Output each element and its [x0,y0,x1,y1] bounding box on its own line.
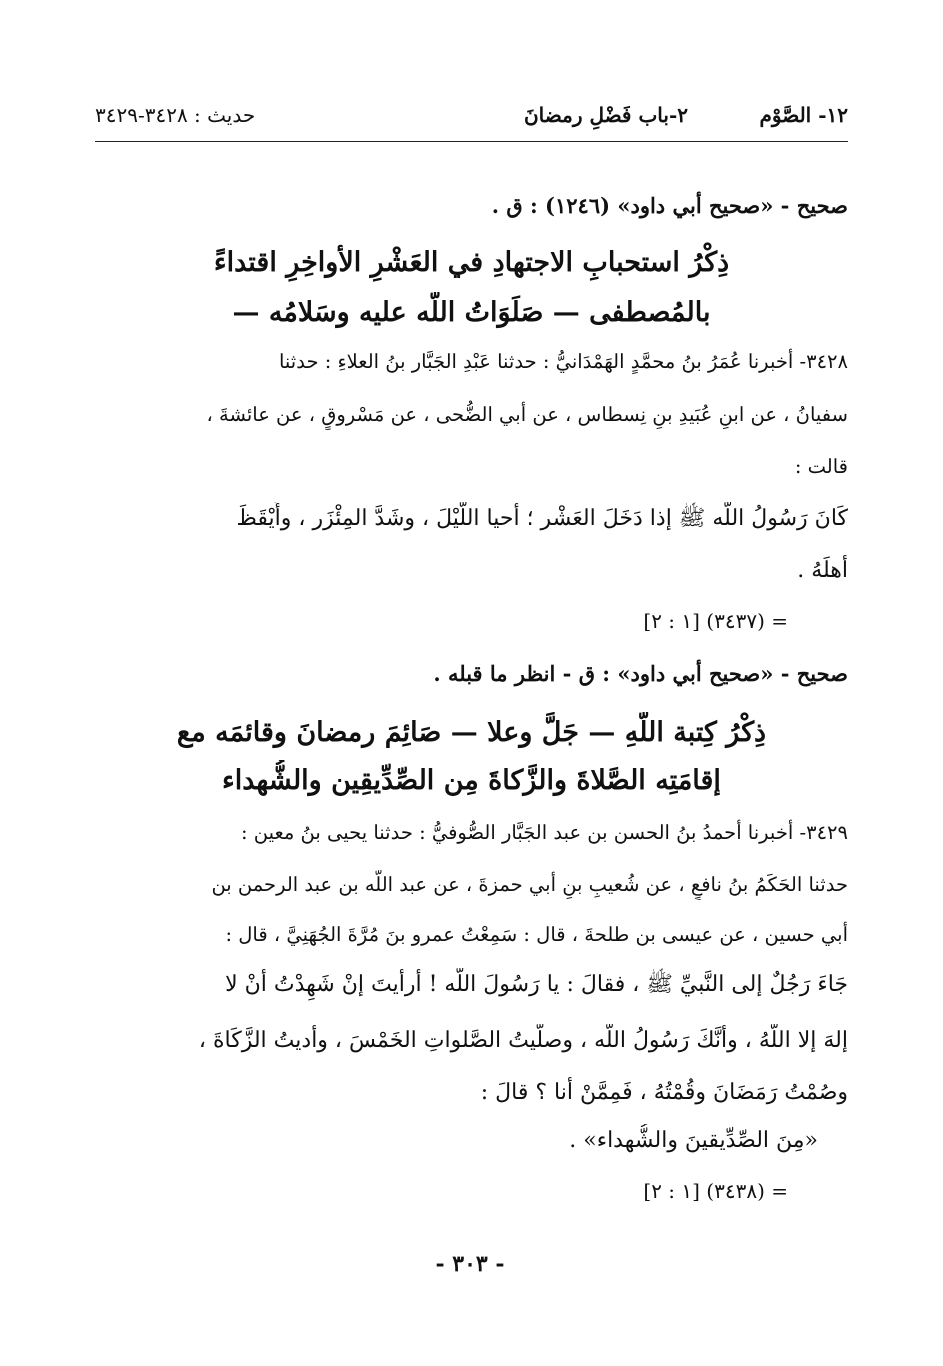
bab-title: ٢-باب فَضْلِ رمضانَ [523,103,688,127]
grade-note: صحيح - «صحيح أبي داود» (١٢٤٦) : ق . [491,193,848,218]
hadith-matn: كَانَ رَسُولُ اللَّه ﷺ إذا دَخَلَ العَشْر ؛ أحيا اللَّيْلَ ، وشَدَّ المِئْزَر ، وأَيْقَظَ [236,506,848,531]
hadith-matn: «مِنَ الصِّدِّيقينَ والشُّهداء» . [569,1128,818,1153]
hadith-range: حديث : ٣٤٢٨-٣٤٢٩ [95,103,256,127]
hadith-isnad: سفيانُ ، عن ابنِ عُبَيدِ بنِ نِسطاس ، عن أبي الضُّحى ، عن مَسْروقٍ ، عن عائشةَ ، [206,403,848,426]
hadith-reference: = (٣٤٣٨) [١ : ٢] [643,1179,788,1203]
hadith-isnad: ٣٤٢٩- أخبرنا أحمدُ بنُ الحسن بن عبد الجَبَّار الصُّوفيُّ : حدثنا يحيى بنُ معين : [240,821,848,844]
hadith-matn: إلهَ إلا اللَّهُ ، وأنَّكَ رَسُولُ اللَّه ، وصلَّيتُ الصَّلواتِ الخَمْسَ ، وأديتُ الزَّكَاةَ ، [198,1028,848,1053]
running-header [95,100,848,140]
hadith-matn: أهلَهُ . [797,558,848,583]
hadith-isnad: حدثنا الحَكَمُ بنُ نافعٍ ، عن شُعيبِ بنِ أبي حمزةَ ، عن عبد اللَّه بن عبد الرحمن بن [211,873,848,896]
hadith-matn: جَاءَ رَجُلٌ إلى النَّبيِّ ﷺ ، فقالَ : يا رَسُولَ اللَّه ! أرأيتَ إنْ شَهِدْتُ أنْ لا [225,972,848,997]
hadith-reference: = (٣٤٣٧) [١ : ٢] [643,609,788,633]
section-heading: إقامَتِه الصَّلاةَ والزَّكاةَ مِن الصِّدِّيقِين والشُّهداء [222,765,721,796]
section-heading: ذِكْرُ استحبابِ الاجتهادِ في العَشْرِ الأواخِرِ اقتداءً [213,247,730,278]
hadith-matn: وصُمْتُ رَمَضَانَ وقُمْتُهُ ، فَمِمَّنْ أنا ؟ قالَ : [480,1080,848,1105]
grade-note: صحيح - «صحيح أبي داود» : ق - انظر ما قبله . [433,661,848,686]
hadith-isnad: ٣٤٢٨- أخبرنا عُمَرُ بنُ محمَّدٍ الهَمْدَانيُّ : حدثنا عَبْدِ الجَبَّار بنُ العلاءِ : حدثنا [278,350,848,373]
header-divider [95,141,848,142]
page-number: - ٣٠٣ - [435,1251,505,1277]
section-heading: ذِكْرُ كِتبة اللَّهِ — جَلَّ وعلا — صَائِمَ رمضانَ وقائمَه مع [176,717,767,748]
chapter-title: ١٢- الصَّوْم [759,103,848,127]
hadith-isnad: أبي حسين ، عن عيسى بن طلحةَ ، قال : سَمِعْتُ عمرو بنَ مُرَّةَ الجُهَنِيَّ ، قال : [225,923,848,946]
hadith-isnad: قالت : [794,455,848,478]
section-heading: بالمُصطفى — صَلَوَاتُ اللَّه عليه وسَلامُه — [232,297,711,328]
